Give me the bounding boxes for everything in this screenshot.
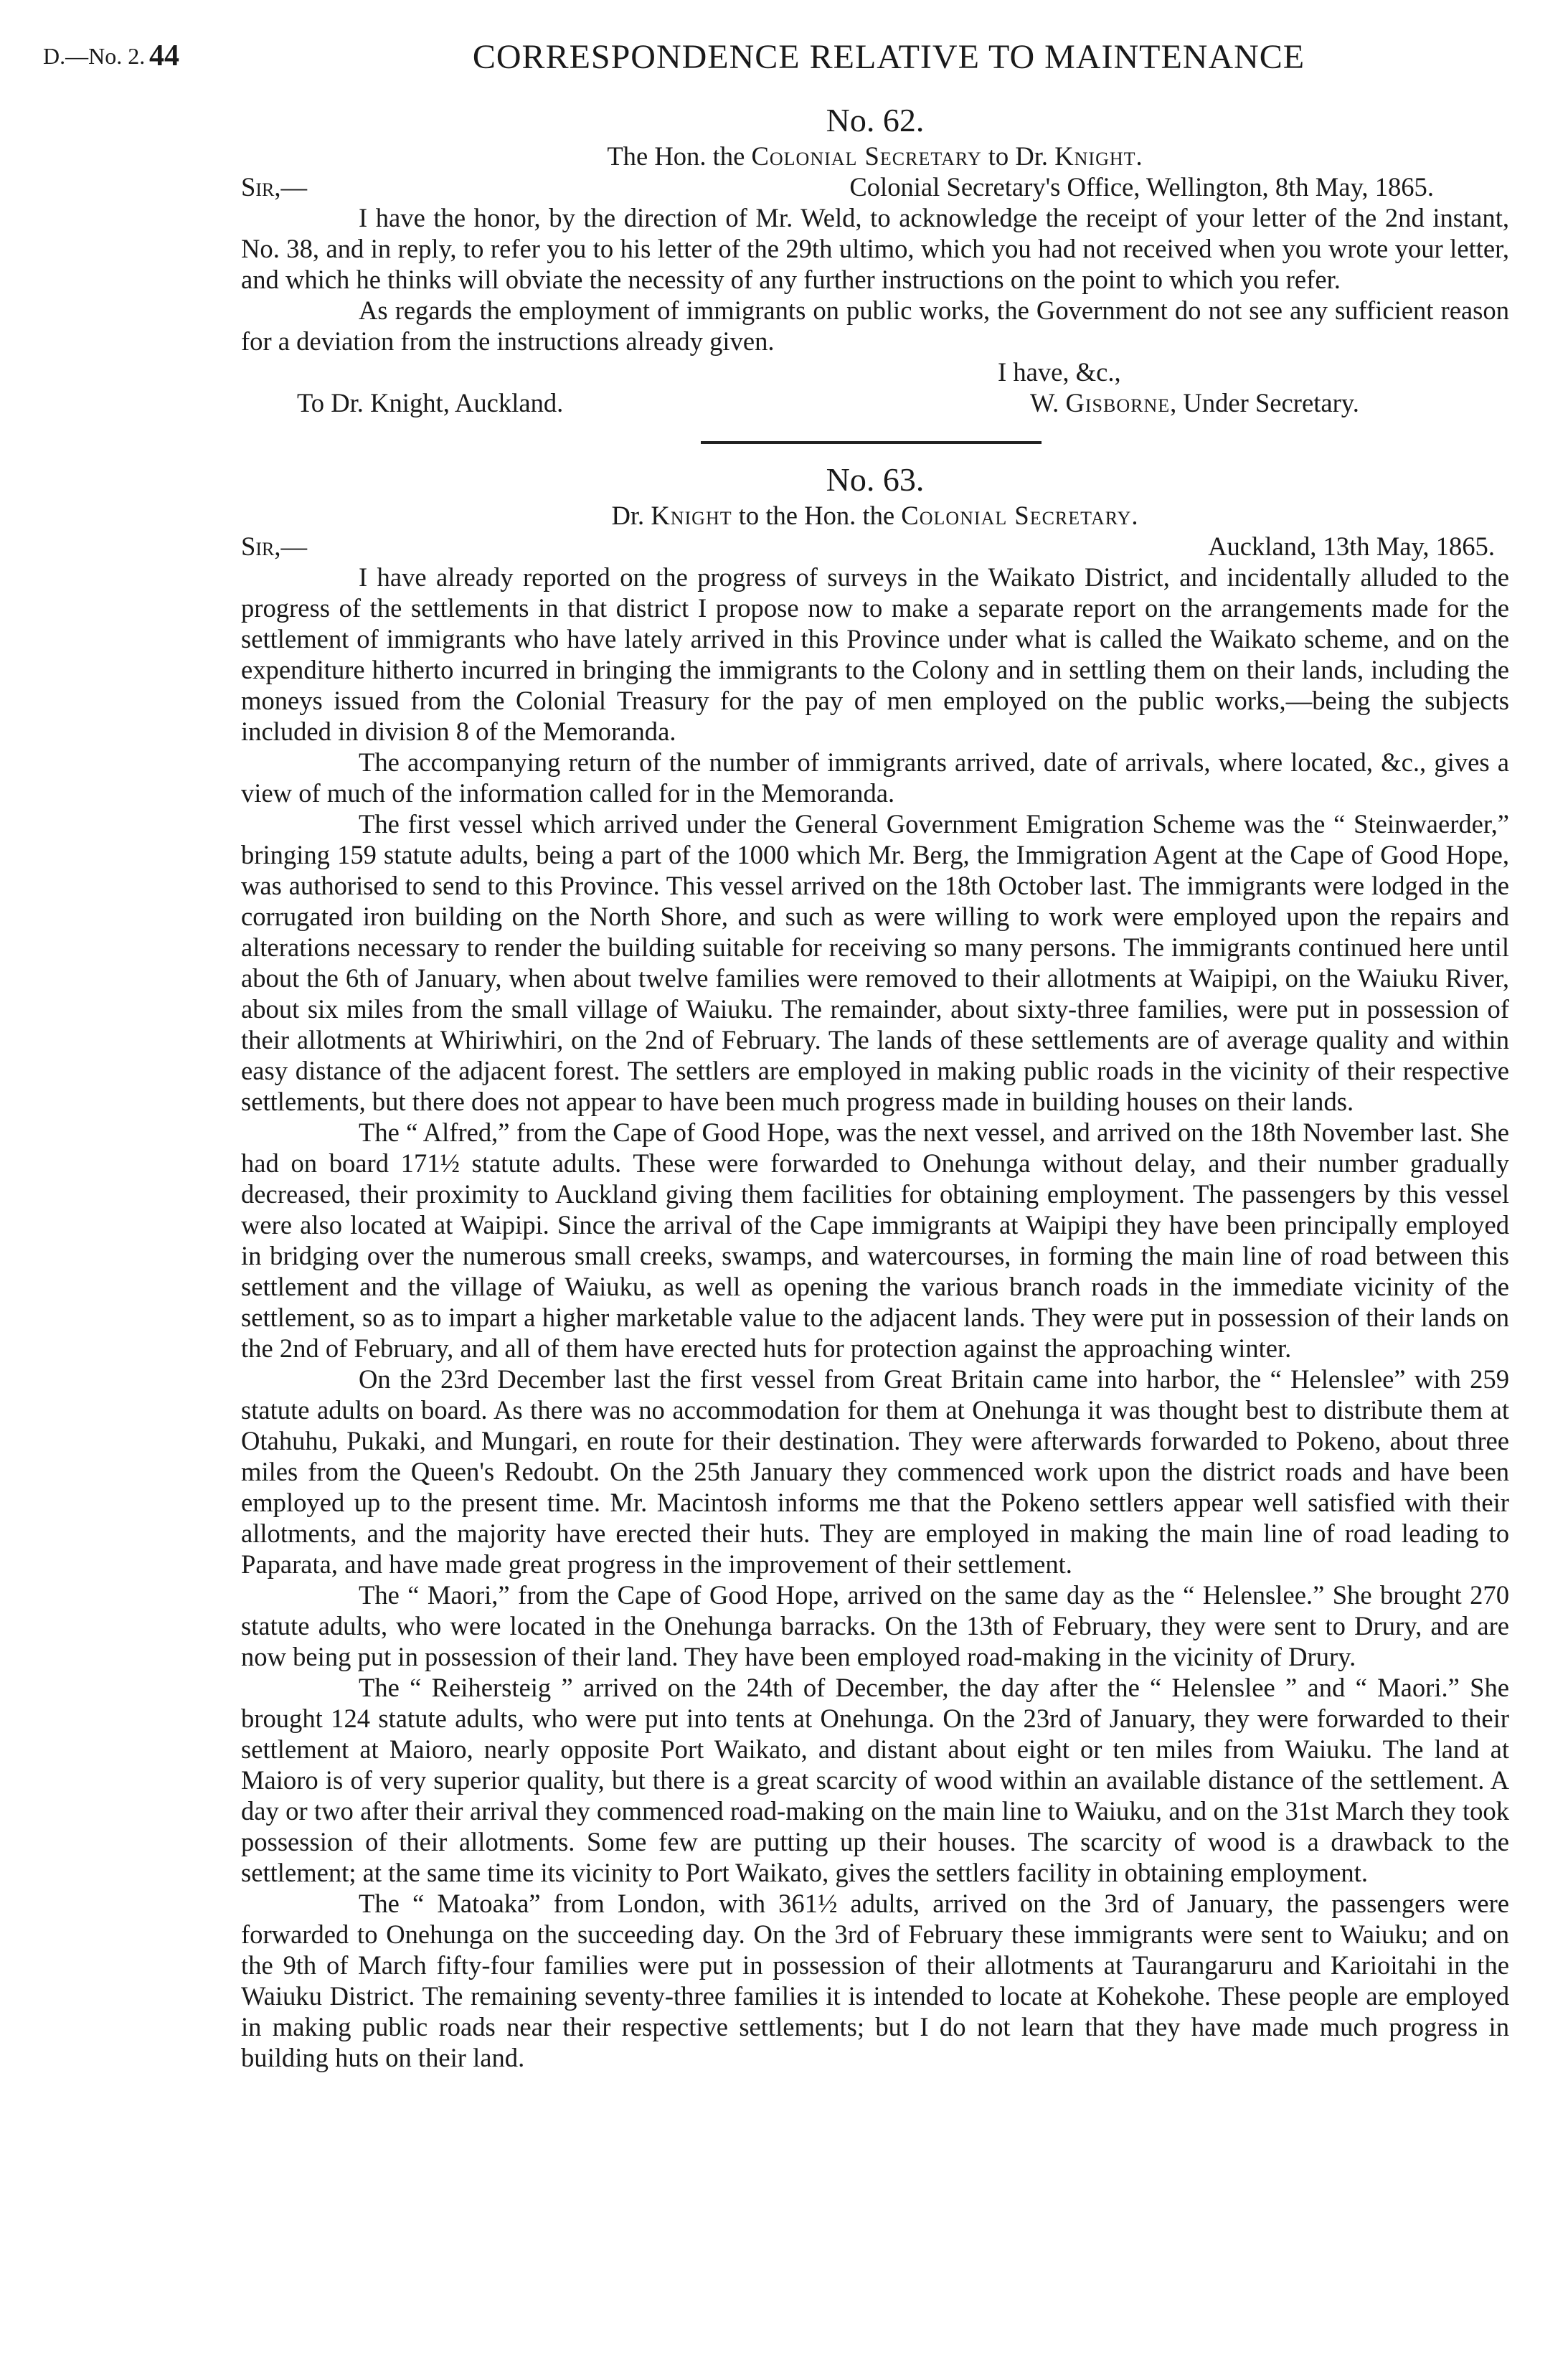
signature xyxy=(1030,387,1359,418)
letter-number: No. 63. xyxy=(826,461,925,498)
paragraph: As regards the employment of immigrants on public works, the Government do not see any sufficient reason for a deviation from the instructions already given. xyxy=(241,296,1509,356)
recipient-address: To Dr. Knight, Auckland. xyxy=(297,388,564,417)
paragraph: The “ Alfred,” from the Cape of Good Hope, was the next vessel, and arrived on the 18th November last. She had on board 171½ statute adults. These were forwarded to Onehunga without delay, and their number gradually decreased, their proximity to Auckland giving them facilities for obtaining employment. The passengers by this vessel were also located at Waipipi. Since the arrival of the Cape immigrants at Waipipi they have been principally employed in bridging over the numerous small creeks, swamps, and watercourses, in forming the main line of road between this settlement and the village of Waiuku, as well as opening the various branch roads in the immediate vicinity of the settlement, so as to impart a higher marketable value to the adjacent lands. They were put in possession of their lands on the 2nd of February, and all of them have erected huts for protection against the approaching winter. xyxy=(241,1118,1509,1363)
paragraph: On the 23rd December last the first vessel from Great Britain came into harbor, the “ Helenslee” with 259 statute adults on board. As there was no accommodation for them at Onehunga it was thought best to distribute them at Otahuhu, Pukaki, and Mungari, en route for their destination. They were afterwards forwarded to Pokeno, about three miles from the Queen's Redoubt. On the 25th January they commenced work upon the district roads and have been employed up to the present time. Mr. Macintosh informs me that the Pokeno settlers appear well satisfied with their allotments, and the majority have erected their huts. They are employed in making the main line of road leading to Paparata, and have made great progress in the improvement of their settlement. xyxy=(241,1364,1509,1579)
from-to-prefix: Dr. xyxy=(611,501,651,530)
recipient-name: Colonial Secretary. xyxy=(901,501,1139,530)
paragraph: The “ Reihersteig ” arrived on the 24th of December, the day after the “ Helenslee ” and “ Maori.” She brought 124 statute adults, who were put into tents at Onehunga. On the 23rd of January, they were forwarded to their settlement at Maioro, nearly opposite Port Waikato, and distant about eight or ten miles from Waiuku. The land at Maioro is of very superior quality, but there is a great scarcity of wood within an available distance of the settlement. A day or two after their arrival they commenced road-making on the main line to Waiuku, and on the 31st March they took possession of their allotments. Some few are putting up their houses. The scarcity of wood is a drawback to the settlement; at the same time its vicinity to Port Waikato, gives the settlers facility in obtaining employment. xyxy=(241,1673,1509,1887)
page-number: 44 xyxy=(149,39,179,72)
document-reference: D.—No. 2. xyxy=(43,43,146,69)
paragraph: The accompanying return of the number of immigrants arrived, date of arrivals, where located, &c., gives a view of much of the information called for in the Memoranda. xyxy=(241,747,1509,808)
closing: I have, &c., xyxy=(998,357,1121,387)
sender-name: Knight xyxy=(651,501,732,530)
from-to-prefix: The Hon. the xyxy=(607,141,752,171)
paragraph: The first vessel which arrived under the General Government Emigration Scheme was the “ Steinwaerder,” bringing 159 statute adults, being a part of the 1000 which Mr. Berg, the Immigration Agent at the Cape of Good Hope, was authorised to send to this Province. This vessel arrived on the 18th October last. The immigrants were lodged in the corrugated iron building on the North Shore, and such as were willing to work were employed upon the repairs and alterations necessary to render the building suitable for receiving so many persons. The immigrants continued here until about the 6th of January, when about twelve families were removed to their allotments at Waipipi, on the Waiuku River, about six miles from the small village of Waiuku. The remainder, about sixty-three families, were put in possession of their allotments at Whiriwhiri, on the 2nd of February. The lands of these settlements are of average quality and within easy distance of the adjacent forest. The settlers are employed in making public roads in the vicinity of their respective settlements, but there does not appear to have been much progress made in building houses on their lands. xyxy=(241,809,1509,1116)
document-body xyxy=(241,100,1509,2073)
signature-title: , Under Secretary. xyxy=(1170,388,1359,417)
paragraph: The “ Maori,” from the Cape of Good Hope, arrived on the same day as the “ Helenslee.” She brought 270 statute adults, who were located in the Onehunga barracks. On the 13th of February, they were sent to Drury, and are now being put in possession of their land. They have been employed road-making in the vicinity of Drury. xyxy=(241,1580,1509,1671)
salutation-line xyxy=(241,531,1509,562)
paragraph: The “ Matoaka” from London, with 361½ adults, arrived on the 3rd of January, the passengers were forwarded to Onehunga on the succeeding day. On the 3rd of February these immigrants were sent to Waiuku; and on the 9th of March fifty-four families were put in possession of their allotments at Taurangaruru and Karioitahi in the Waiuku District. The remaining seventy-three families it is intended to locate at Kohekohe. These people are employed in making public roads near their respective settlements; but I do not learn that they have made much progress in building huts on their land. xyxy=(241,1889,1509,2072)
from-to-mid: to Dr. xyxy=(981,141,1055,171)
salutation: Sir,— xyxy=(241,172,308,202)
letter-63 xyxy=(241,460,1509,2073)
letter-address: Auckland, 13th May, 1865. xyxy=(1208,532,1495,561)
salutation-line xyxy=(241,171,1509,202)
running-title: CORRESPONDENCE RELATIVE TO MAINTENANCE xyxy=(472,38,1305,76)
from-to-mid: to the Hon. the xyxy=(732,501,902,530)
salutation: Sir,— xyxy=(241,532,308,561)
recipient-name: Knight. xyxy=(1054,141,1143,171)
letter-from-to xyxy=(241,500,1509,531)
letter-from-to xyxy=(241,141,1509,171)
letter-62 xyxy=(241,100,1509,418)
paragraph: I have the honor, by the direction of Mr. Weld, to acknowledge the receipt of your letter of the 2nd instant, No. 38, and in reply, to refer you to his letter of the 29th ultimo, which you had not received when you wrote your letter, and which he thinks will obviate the necessity of any further instructions on the point to which you refer. xyxy=(241,203,1509,294)
sender-name: Colonial Secretary xyxy=(751,141,982,171)
letter-number: No. 62. xyxy=(826,102,925,138)
signature-initial: W. xyxy=(1030,388,1066,417)
running-header xyxy=(43,37,1525,80)
section-divider xyxy=(701,441,1042,444)
letter-address: Colonial Secretary's Office, Wellington, 8th May, 1865. xyxy=(849,172,1434,202)
signature-name: Gisborne xyxy=(1065,388,1171,417)
signature-line xyxy=(241,387,1509,418)
paragraph: I have already reported on the progress of surveys in the Waikato District, and incidentally alluded to the progress of the settlements in that district I propose now to make a separate report on the arrangements made for the settlement of immigrants who have lately arrived in this Province under what is called the Waikato scheme, and on the expenditure hitherto incurred in bringing the immigrants to the Colony and in settling them on their lands, including the moneys issued from the Colonial Treasury for the pay of men employed on the public works,—being the subjects included in division 8 of the Memoranda. xyxy=(241,562,1509,746)
